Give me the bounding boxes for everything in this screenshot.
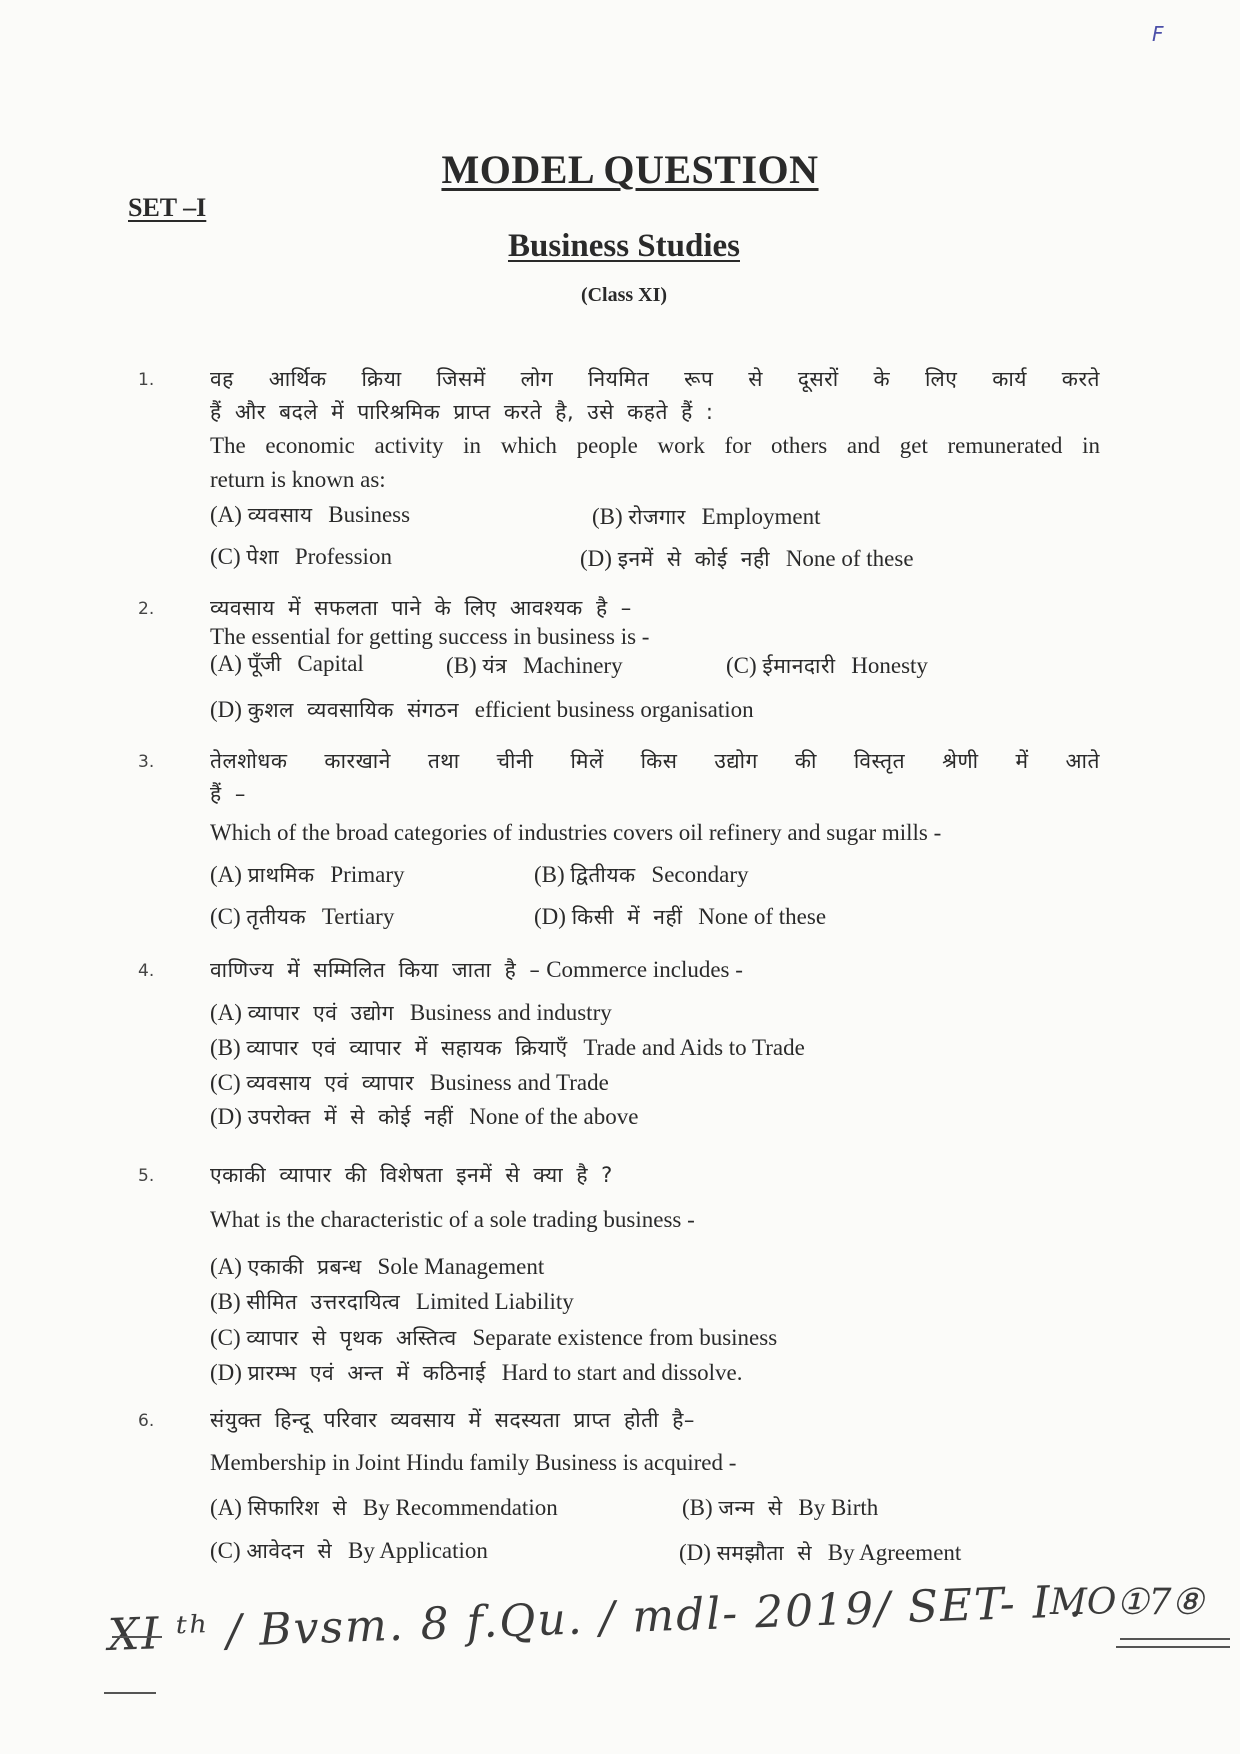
handwritten-underline xyxy=(104,1692,156,1694)
handwritten-footer: XI ᵗʰ / Bvsm. 8 f.Qu. / mdl- 2019/ SET- I . xyxy=(107,1575,1085,1661)
question-number: 3. xyxy=(138,752,155,772)
option-a: (A) पूँजी Capital xyxy=(210,651,364,676)
question-hindi-text: तेलशोधक कारखाने तथा चीनी मिलें किस उद्योग की विस्तृत श्रेणी में आते xyxy=(210,749,1100,773)
subject-heading: Business Studies xyxy=(507,228,740,264)
option-d: (D) समझौता से By Agreement xyxy=(679,1540,962,1565)
option-b: (B) रोजगार Employment xyxy=(592,504,821,529)
question-hindi-text: व्यवसाय में सफलता पाने के लिए आवश्यक है – xyxy=(210,596,632,620)
question-english-text: The economic activity in which people work for others and get remunerated in xyxy=(210,433,1100,458)
question-hindi-text: हैं – xyxy=(210,782,246,806)
option-d: (D) इनमें से कोई नही None of these xyxy=(580,546,914,571)
option-b: (B) जन्म से By Birth xyxy=(682,1495,879,1520)
option-d: (D) उपरोक्त में से कोई नहीं None of the above xyxy=(210,1104,639,1129)
question-english-text: return is known as: xyxy=(210,467,386,492)
question-hindi-text: एकाकी व्यापार की विशेषता इनमें से क्या है ? xyxy=(210,1163,613,1187)
option-b: (B) द्वितीयक Secondary xyxy=(534,862,749,887)
question-number: 6. xyxy=(138,1411,155,1431)
option-c: (C) व्यवसाय एवं व्यापार Business and Trade xyxy=(210,1070,609,1095)
handwritten-underline xyxy=(1116,1646,1230,1648)
question-number: 4. xyxy=(138,961,155,981)
option-b: (B) यंत्र Machinery xyxy=(446,653,623,678)
option-c: (C) पेशा Profession xyxy=(210,544,392,569)
option-a: (A) व्यवसाय Business xyxy=(210,502,411,527)
option-c: (C) ईमानदारी Honesty xyxy=(726,653,928,678)
question-hindi-text: वह आर्थिक क्रिया जिसमें लोग नियमित रूप से दूसरों के लिए कार्य करते xyxy=(210,367,1100,391)
question-english-text: Membership in Joint Hindu family Business is acquired - xyxy=(210,1450,737,1475)
set-label: SET –I xyxy=(128,193,207,222)
option-c: (C) तृतीयक Tertiary xyxy=(210,904,395,929)
option-d: (D) किसी में नहीं None of these xyxy=(534,904,827,929)
question-english-text: What is the characteristic of a sole trading business - xyxy=(210,1207,695,1232)
option-b: (B) सीमित उत्तरदायित्व Limited Liability xyxy=(210,1289,574,1314)
question-hindi-text: संयुक्त हिन्दू परिवार व्यवसाय में सदस्यता प्राप्त होती है– xyxy=(210,1408,695,1432)
handwritten-corner-mark: F xyxy=(1152,22,1164,46)
handwritten-overline xyxy=(112,1636,162,1638)
question-number: 5. xyxy=(138,1166,155,1186)
class-label: (Class XI) xyxy=(580,284,668,306)
option-a: (A) एकाकी प्रबन्ध Sole Management xyxy=(210,1254,545,1279)
option-a: (A) सिफारिश से By Recommendation xyxy=(210,1495,558,1520)
handwritten-code: MO①7⑧ xyxy=(1050,1582,1204,1623)
option-c: (C) व्यापार से पृथक अस्तित्व Separate existence from business xyxy=(210,1325,778,1350)
option-a: (A) प्राथमिक Primary xyxy=(210,862,405,887)
option-d: (D) प्रारम्भ एवं अन्त में कठिनाई Hard to start and dissolve. xyxy=(210,1360,743,1385)
question-hindi-text: हैं और बदले में पारिश्रमिक प्राप्त करते है, उसे कहते हैं : xyxy=(210,400,714,424)
question-text: वाणिज्य में सम्मिलित किया जाता है – Commerce includes - xyxy=(210,957,743,982)
option-a: (A) व्यापार एवं उद्योग Business and industry xyxy=(210,1000,612,1025)
option-c: (C) आवेदन से By Application xyxy=(210,1538,488,1563)
question-number: 2. xyxy=(138,599,155,619)
question-english-text: Which of the broad categories of industries covers oil refinery and sugar mills - xyxy=(210,820,942,845)
question-number: 1. xyxy=(138,370,155,390)
option-b: (B) व्यापार एवं व्यापार में सहायक क्रियाएँ Trade and Aids to Trade xyxy=(210,1035,805,1060)
question-english-text: The essential for getting success in business is - xyxy=(210,624,650,649)
handwritten-underline xyxy=(1120,1638,1230,1640)
page-title: MODEL QUESTION xyxy=(441,147,819,192)
option-d: (D) कुशल व्यवसायिक संगठन efficient business organisation xyxy=(210,697,754,722)
